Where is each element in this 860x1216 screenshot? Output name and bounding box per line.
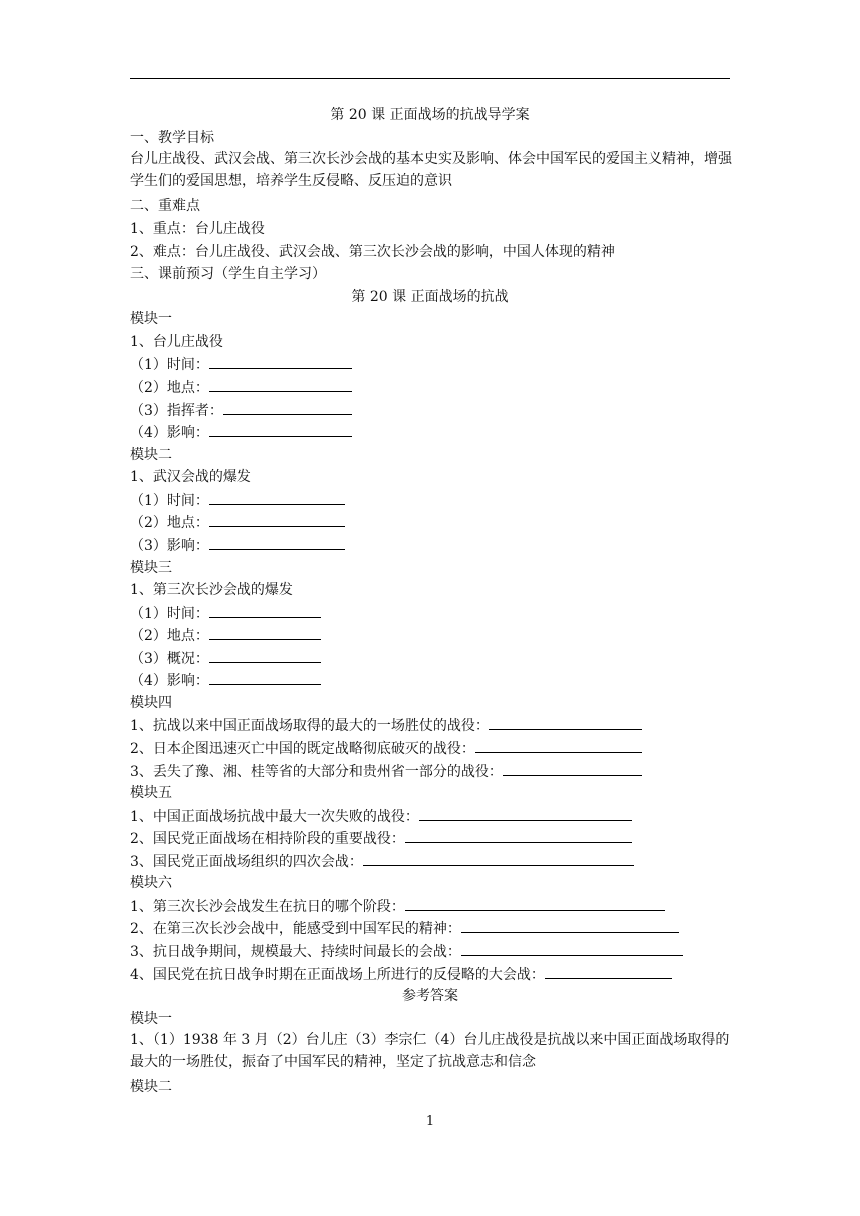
answer-blank[interactable] <box>209 491 345 505</box>
module-1-item-impact: （4）影响： <box>130 423 740 442</box>
module-3-question: 1、第三次长沙会战的爆发 <box>130 582 293 598</box>
answer-module-1-title: 模块一 <box>130 1011 172 1027</box>
module-4-question-3: 3、丢失了豫、湘、桂等省的大部分和贵州省一部分的战役： <box>130 762 740 781</box>
module-3-title: 模块三 <box>130 560 172 576</box>
answer-blank[interactable] <box>461 919 679 933</box>
objectives-text: 台儿庄战役、武汉会战、第三次长沙会战的基本史实及影响、体会中国军民的爱国主义精神，增强学生们的爱国思想，培养学生反侵略、反压迫的意识 <box>130 151 732 189</box>
answer-blank[interactable] <box>363 852 634 866</box>
module-5-title: 模块五 <box>130 785 172 801</box>
answer-blank[interactable] <box>209 626 321 640</box>
answer-blank[interactable] <box>503 762 642 776</box>
header-rule <box>130 78 730 79</box>
module-2-item-place: （2）地点： <box>130 513 740 532</box>
module-1-title: 模块一 <box>130 311 172 327</box>
module-5-question-1: 1、中国正面战场抗战中最大一次失败的战役： <box>130 807 740 826</box>
module-1-question: 1、台儿庄战役 <box>130 334 223 350</box>
module-5-question-2: 2、国民党正面战场在相持阶段的重要战役： <box>130 829 740 848</box>
module-2-item-time: （1）时间： <box>130 491 740 510</box>
module-1-item-commander: （3）指挥者： <box>130 401 740 420</box>
answer-blank[interactable] <box>223 401 352 415</box>
module-5-question-3: 3、国民党正面战场组织的四次会战： <box>130 852 740 871</box>
answer-blank[interactable] <box>545 965 672 979</box>
section-heading-key-points: 二、重难点 <box>130 198 200 214</box>
module-4-question-2: 2、日本企图迅速灭亡中国的既定战略彻底破灭的战役： <box>130 739 740 758</box>
doc-title: 第 20 课 正面战场的抗战导学案 <box>330 107 530 123</box>
module-6-question-4: 4、国民党在抗日战争时期在正面战场上所进行的反侵略的大会战： <box>130 965 740 984</box>
section-heading-objectives: 一、教学目标 <box>130 130 214 146</box>
answer-blank[interactable] <box>209 536 345 550</box>
answer-blank[interactable] <box>461 942 683 956</box>
module-1-item-place: （2）地点： <box>130 378 740 397</box>
key-point: 1、重点：台儿庄战役 <box>130 221 265 237</box>
module-2-title: 模块二 <box>130 447 172 463</box>
module-3-item-time: （1）时间： <box>130 604 740 623</box>
page-number: 1 <box>425 1114 435 1129</box>
difficult-point: 2、难点：台儿庄战役、武汉会战、第三次长沙会战的影响，中国人体现的精神 <box>130 244 615 260</box>
answer-blank[interactable] <box>209 671 321 685</box>
module-6-question-3: 3、抗日战争期间，规模最大、持续时间最长的会战： <box>130 942 740 961</box>
answer-module-2-title: 模块二 <box>130 1079 172 1095</box>
answer-blank[interactable] <box>405 897 665 911</box>
answer-blank[interactable] <box>489 716 642 730</box>
answer-blank[interactable] <box>209 604 321 618</box>
module-3-item-place: （2）地点： <box>130 626 740 645</box>
answer-blank[interactable] <box>209 513 345 527</box>
answer-blank[interactable] <box>209 423 352 437</box>
module-2-question: 1、武汉会战的爆发 <box>130 469 251 485</box>
module-3-item-impact: （4）影响： <box>130 671 740 690</box>
section-heading-preview: 三、课前预习（学生自主学习） <box>130 266 326 282</box>
module-4-title: 模块四 <box>130 695 172 711</box>
lesson-title: 第 20 课 正面战场的抗战 <box>351 289 509 305</box>
answer-blank[interactable] <box>475 739 642 753</box>
module-2-item-impact: （3）影响： <box>130 536 740 555</box>
module-6-question-2: 2、在第三次长沙会战中，能感受到中国军民的精神： <box>130 919 740 938</box>
answer-module-1-text: 1、（1）1938 年 3 月（2）台儿庄（3）李宗仁（4）台儿庄战役是抗战以来中国正面战场取得的最大的一场胜仗，振奋了中国军民的精神，坚定了抗战意志和信念 <box>130 1032 730 1070</box>
answers-title: 参考答案 <box>402 988 458 1004</box>
answer-blank[interactable] <box>209 378 352 392</box>
answer-blank[interactable] <box>209 649 321 663</box>
module-4-question-1: 1、抗战以来中国正面战场取得的最大的一场胜仗的战役： <box>130 716 740 735</box>
answer-blank[interactable] <box>419 807 632 821</box>
module-6-question-1: 1、第三次长沙会战发生在抗日的哪个阶段： <box>130 897 740 916</box>
module-3-item-overview: （3）概况： <box>130 649 740 668</box>
answer-blank[interactable] <box>405 829 632 843</box>
answer-blank[interactable] <box>209 355 352 369</box>
module-6-title: 模块六 <box>130 875 172 891</box>
module-1-item-time: （1）时间： <box>130 355 740 374</box>
